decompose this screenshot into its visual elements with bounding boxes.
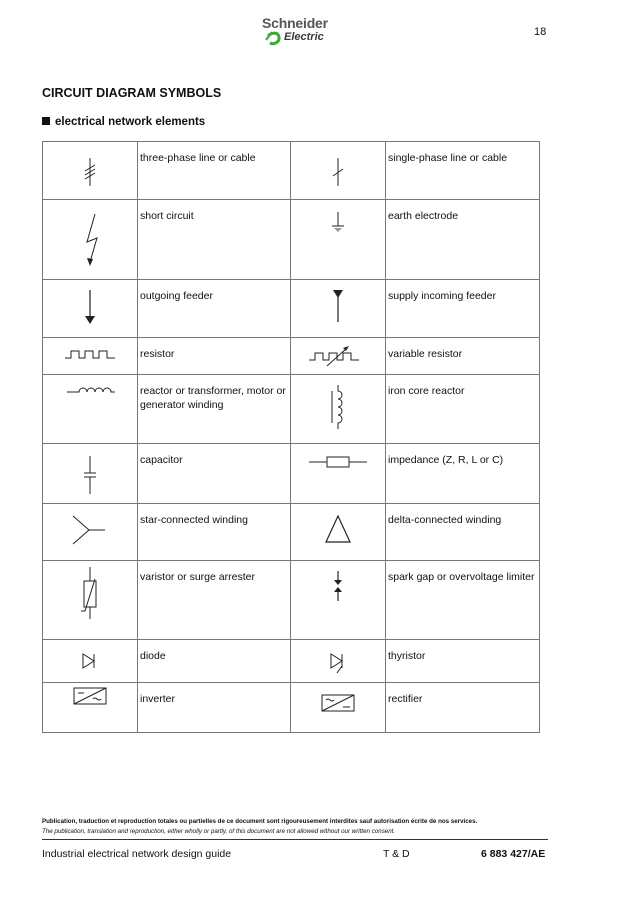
- table-row: [43, 561, 540, 640]
- symbol-label: rectifier: [386, 683, 540, 733]
- section-heading: [42, 116, 205, 128]
- symbol-label: short circuit: [138, 200, 291, 280]
- short-circuit-icon: [43, 200, 138, 280]
- supply-incoming-feeder-icon: [291, 280, 386, 338]
- symbol-label: variable resistor: [386, 338, 540, 375]
- symbol-label: impedance (Z, R, L or C): [386, 444, 540, 504]
- spark-gap-icon: [291, 561, 386, 640]
- section-heading-text: electrical network elements: [55, 116, 206, 128]
- single-phase-line-icon: [291, 142, 386, 200]
- resistor-icon: [43, 338, 138, 375]
- capacitor-icon: [43, 444, 138, 504]
- symbol-label: inverter: [138, 683, 291, 733]
- document-reference: 6 883 427/AE: [481, 848, 546, 860]
- symbol-label: varistor or surge arrester: [138, 561, 291, 640]
- brand-name: Schneider: [262, 15, 328, 31]
- symbol-label: diode: [138, 640, 291, 683]
- table-row: [43, 444, 540, 504]
- table-row: [43, 142, 540, 200]
- brand-wordmark: [262, 15, 352, 51]
- symbol-label: spark gap or overvoltage limiter: [386, 561, 540, 640]
- symbol-label: delta-connected winding: [386, 504, 540, 561]
- table-row: [43, 375, 540, 444]
- symbol-label: reactor or transformer, motor or generator winding: [138, 375, 291, 444]
- publication-notice-fr: Publication, traduction et reproduction totales ou partielles de ce document sont rigoureusement interdites sauf autorisation écrite de nos services.: [42, 818, 478, 825]
- guide-title: Industrial electrical network design guide: [42, 848, 232, 860]
- iron-core-reactor-icon: [291, 375, 386, 444]
- table-row: [43, 338, 540, 375]
- star-winding-icon: [43, 504, 138, 561]
- symbol-label: supply incoming feeder: [386, 280, 540, 338]
- delta-winding-icon: [291, 504, 386, 561]
- symbol-label: earth electrode: [386, 200, 540, 280]
- table-row: [43, 640, 540, 683]
- department: T & D: [383, 848, 410, 860]
- symbol-label: iron core reactor: [386, 375, 540, 444]
- table-row: [43, 504, 540, 561]
- symbol-label: single-phase line or cable: [386, 142, 540, 200]
- three-phase-line-icon: [43, 142, 138, 200]
- symbol-label: star-connected winding: [138, 504, 291, 561]
- symbol-label: thyristor: [386, 640, 540, 683]
- footer-divider: [42, 839, 548, 840]
- earth-electrode-icon: [291, 200, 386, 280]
- symbols-table: [42, 141, 540, 733]
- page-number: 18: [534, 26, 547, 38]
- table-row: [43, 683, 540, 733]
- page-title: CIRCUIT DIAGRAM SYMBOLS: [42, 86, 222, 100]
- symbol-label: capacitor: [138, 444, 291, 504]
- symbol-label: outgoing feeder: [138, 280, 291, 338]
- square-bullet-icon: [42, 117, 50, 125]
- rectifier-icon: [291, 683, 386, 733]
- diode-icon: [43, 640, 138, 683]
- table-row: [43, 200, 540, 280]
- publication-notice-en: The publication, translation and reproduction, either wholly or partly, of this document are not allowed without our written consent.: [42, 828, 396, 835]
- thyristor-icon: [291, 640, 386, 683]
- symbol-label: three-phase line or cable: [138, 142, 291, 200]
- brand-subname: Electric: [284, 31, 324, 43]
- symbol-label: resistor: [138, 338, 291, 375]
- reactor-winding-icon: [43, 375, 138, 444]
- varistor-icon: [43, 561, 138, 640]
- table-row: [43, 280, 540, 338]
- inverter-icon: [43, 683, 138, 733]
- outgoing-feeder-icon: [43, 280, 138, 338]
- variable-resistor-icon: [291, 338, 386, 375]
- impedance-icon: [291, 444, 386, 504]
